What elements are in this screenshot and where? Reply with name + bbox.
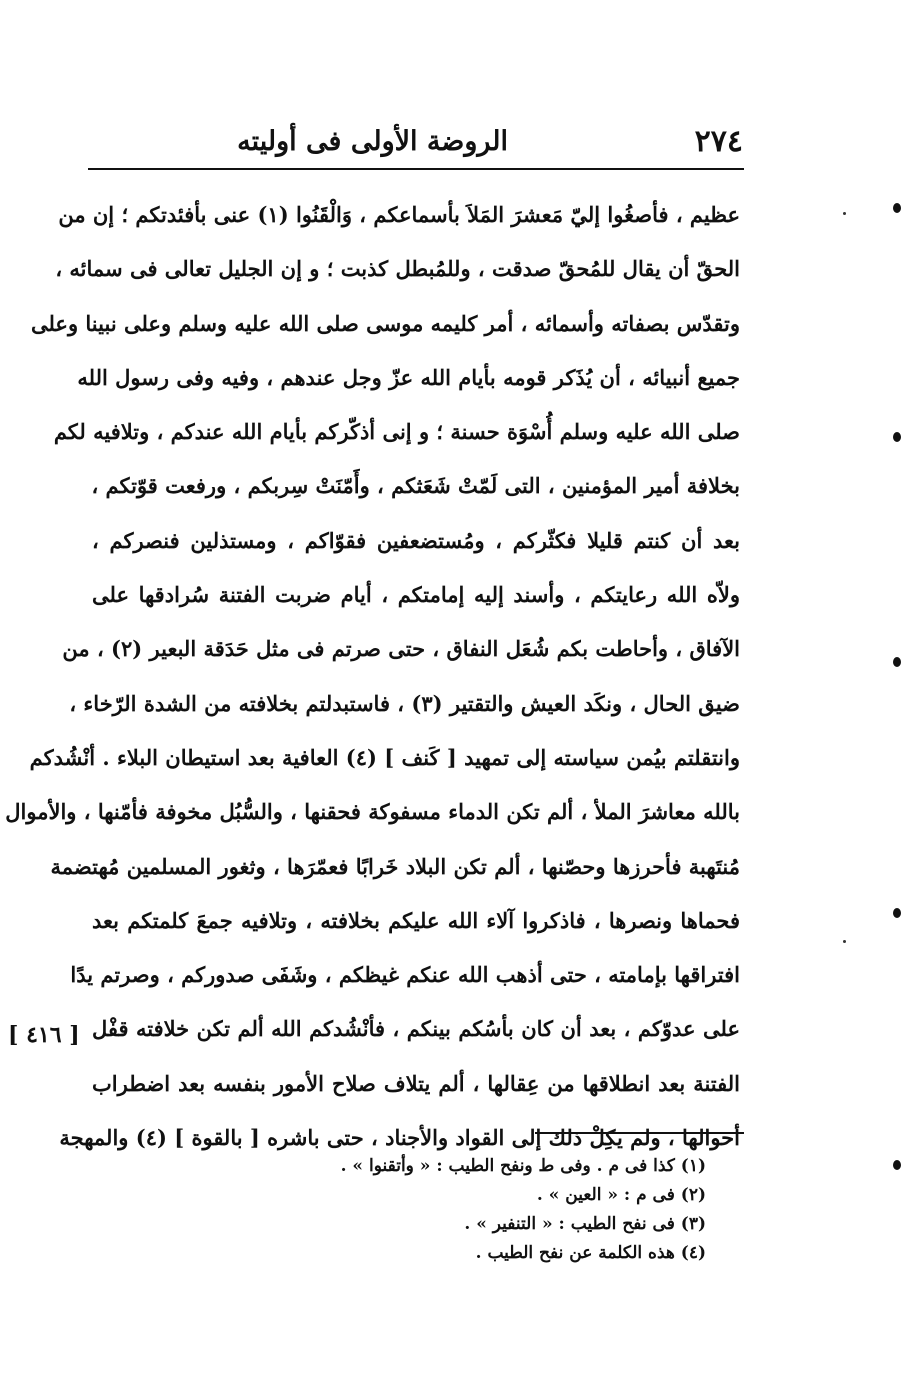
text-line: وانتقلتم بيُمن سياسته إلى تمهيد [ كَنف ] (٤) العافية بعد استيطان البلاء . أنْشُدكم <box>29 744 740 770</box>
text-line: بالله معاشرَ الملأ ، ألم تكن الدماء مسفوكة فحقنها ، والسُّبُل مخوفة فأمّنها ، والأموال <box>5 799 740 825</box>
text-line: وتقدّس بصفاته وأسمائه ، أمر كليمه موسى صلى الله عليه وسلم وعلى نبينا وعلى <box>30 310 740 336</box>
text-line: بخلافة أمير المؤمنين ، التى لَمّتْ شَعَثكم ، وأَمّنَتْ سِربكم ، ورفعت قوّتكم ، <box>91 473 740 499</box>
footnotes <box>260 1152 706 1268</box>
footnote-rule <box>535 1132 744 1134</box>
text-line: ولاّه الله رعايتكم ، وأسند إليه إمامتكم ، أيام ضربت الفتنة سُرادقها على <box>92 582 740 608</box>
scan-mark <box>893 657 901 667</box>
footnote: (١) كذا فى م . وفى ط ونفح الطيب : « وأتقنوا » . <box>340 1156 706 1176</box>
scan-mark <box>893 203 901 213</box>
page-number: ٢٧٤ <box>694 124 743 159</box>
footnote: (٢) فى م : « العين » . <box>536 1185 706 1205</box>
text-line: مُنتَهبة فأحرزها وحصّنها ، ألم تكن البلاد خَرابًا فعمّرَها ، وثغور المسلمين مُهتضمة <box>50 853 740 879</box>
scan-mark <box>893 908 901 918</box>
running-header <box>88 118 743 166</box>
footnote: (٤) هذه الكلمة عن نفح الطيب . <box>475 1243 706 1263</box>
text-line: فحماها ونصرها ، فاذكروا آلاء الله عليكم بخلافته ، وتلافيه جمعَ كلمتكم بعد <box>92 907 740 933</box>
text-line: الحقّ أن يقال للمُحقّ صدقت ، وللمُبطل كذبت ؛ و إن الجليل تعالى فى سمائه ، <box>55 256 740 282</box>
text-line: جميع أنبيائه ، أن يُذَكر قومه بأيام الله عزّ وجل عندهم ، وفيه وفى رسول الله <box>77 364 740 390</box>
text-line: على عدوّكم ، بعد أن كان بأسُكم بينكم ، فأنْشُدكم الله ألم تكن خلافته قفْل <box>92 1016 740 1042</box>
scan-mark <box>893 1160 901 1170</box>
scan-speck <box>843 212 846 215</box>
text-line: الفتنة بعد انطلاقها من عِقالها ، ألم يتلاف صلاح الأمور بنفسه بعد اضطراب <box>92 1070 740 1096</box>
text-line: افتراقها بإمامته ، حتى أذهب الله عنكم غيظكم ، وشَفَى صدوركم ، وصرتم يدًا <box>70 962 740 988</box>
text-line: ضيق الحال ، ونكَد العيش والتقتير (٣) ، فاستبدلتم بخلافته من الشدة الرّخاء ، <box>69 690 740 716</box>
margin-page-reference: [ ٤١٦ ] <box>8 1022 80 1048</box>
scan-mark <box>893 432 901 442</box>
scan-speck <box>843 940 846 943</box>
text-line: بعد أن كنتم قليلا فكثّركم ، ومُستضعفين فقوّاكم ، ومستذلين فنصركم ، <box>92 527 740 553</box>
text-line: عظيم ، فأصغُوا إليّ مَعشرَ المَلاَ بأسماعكم ، وَالْقَنُوا (١) عنى بأفئدتكم ؛ إن من <box>58 202 740 227</box>
footnote: (٣) فى نفح الطيب : « التنفير » . <box>464 1214 706 1234</box>
text-line: صلى الله عليه وسلم أُسْوَة حسنة ؛ و إنى أذكّركم بأيام الله عندكم ، وتلافيه لكم <box>53 419 740 445</box>
running-title: الروضة الأولى فى أوليته <box>237 126 508 157</box>
text-line: الآفاق ، وأحاطت بكم شُعَل النفاق ، حتى صرتم فى مثل حَدَقة البعير (٢) ، من <box>62 636 740 662</box>
header-rule <box>88 168 744 170</box>
text-line: أحوالها ، ولم يكِلْ ذلك إلى القواد والأجناد ، حتى باشره [ بالقوة ] (٤) والمهجة <box>59 1125 740 1151</box>
